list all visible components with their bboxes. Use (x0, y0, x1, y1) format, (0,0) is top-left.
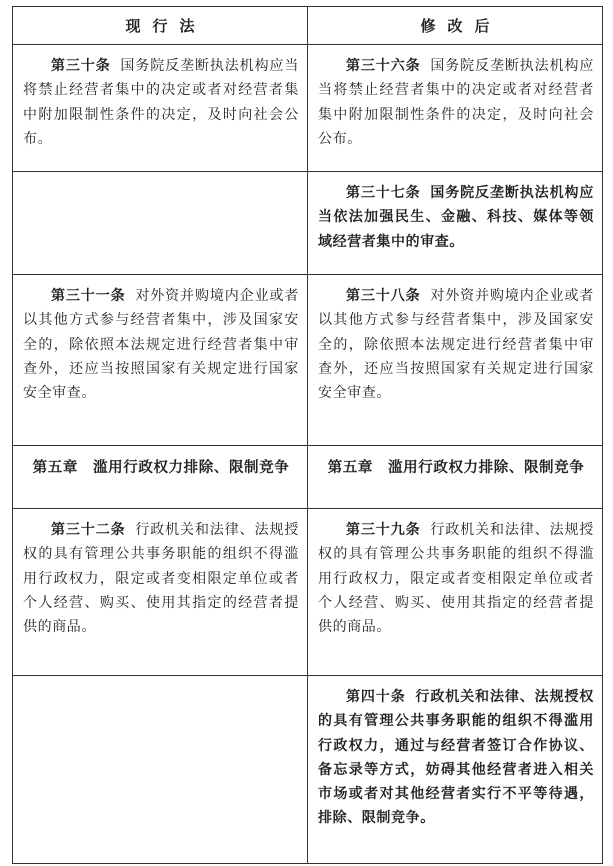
table-row (13, 275, 603, 446)
article-number: 第三十八条 (346, 288, 421, 304)
article-text: 国务院反垄断执法机构应当将禁止经营者集中的决定或者对经营者集中附加限制性条件的决定，及时向社会公布。 (23, 58, 299, 147)
table-row (13, 509, 603, 676)
article-text: 国务院反垄断执法机构应当依法加强民生、金融、科技、媒体等领域经营者集中的审查。 (318, 185, 594, 250)
current-law-cell-empty (13, 676, 308, 864)
article-number: 第三十一条 (51, 288, 126, 304)
chapter-row (13, 446, 603, 509)
current-law-cell (13, 509, 308, 676)
revised-law-cell (308, 45, 603, 172)
article-text: 行政机关和法律、法规授权的具有管理公共事务职能的组织不得滥用行政权力，通过与经营者签订合作协议、备忘录等方式，妨碍其他经营者进入相关市场或者对其他经营者实行不平等待遇，排除、限制竞争。 (318, 689, 594, 827)
revised-law-cell (308, 509, 603, 676)
article-number: 第三十二条 (51, 522, 126, 538)
header-current-law: 现行法 (13, 7, 308, 45)
comparison-table (12, 6, 603, 864)
chapter-heading: 第五章 滥用行政权力排除、限制竞争 (308, 446, 603, 509)
article-text: 对外资并购境内企业或者以其他方式参与经营者集中，涉及国家安全的，除依照本法规定进行经营者集中审查外，还应当按照国家有关规定进行国家安全审查。 (318, 288, 594, 402)
chapter-heading: 第五章 滥用行政权力排除、限制竞争 (13, 446, 308, 509)
article-number: 第三十七条 (346, 185, 421, 201)
revised-law-cell (308, 172, 603, 275)
article-number: 第三十九条 (346, 522, 421, 538)
article-number: 第三十六条 (346, 58, 421, 74)
current-law-cell (13, 45, 308, 172)
table-row (13, 172, 603, 275)
table-row (13, 676, 603, 864)
revised-law-cell (308, 275, 603, 446)
current-law-cell (13, 275, 308, 446)
current-law-cell-empty (13, 172, 308, 275)
article-number: 第三十条 (51, 58, 111, 74)
revised-law-cell (308, 676, 603, 864)
article-text: 对外资并购境内企业或者以其他方式参与经营者集中，涉及国家安全的，除依照本法规定进行经营者集中审查外，还应当按照国家有关规定进行国家安全审查。 (23, 288, 299, 402)
article-text: 国务院反垄断执法机构应当将禁止经营者集中的决定或者对经营者集中附加限制性条件的决定，及时向社会公布。 (318, 58, 594, 147)
header-row (13, 7, 603, 45)
article-text: 行政机关和法律、法规授权的具有管理公共事务职能的组织不得滥用行政权力，限定或者变相限定单位或者个人经营、购买、使用其指定的经营者提供的商品。 (318, 522, 594, 636)
article-number: 第四十条 (346, 689, 406, 705)
article-text: 行政机关和法律、法规授权的具有管理公共事务职能的组织不得滥用行政权力，限定或者变相限定单位或者个人经营、购买、使用其指定的经营者提供的商品。 (23, 522, 299, 636)
header-revised-law: 修改后 (308, 7, 603, 45)
table-row (13, 45, 603, 172)
